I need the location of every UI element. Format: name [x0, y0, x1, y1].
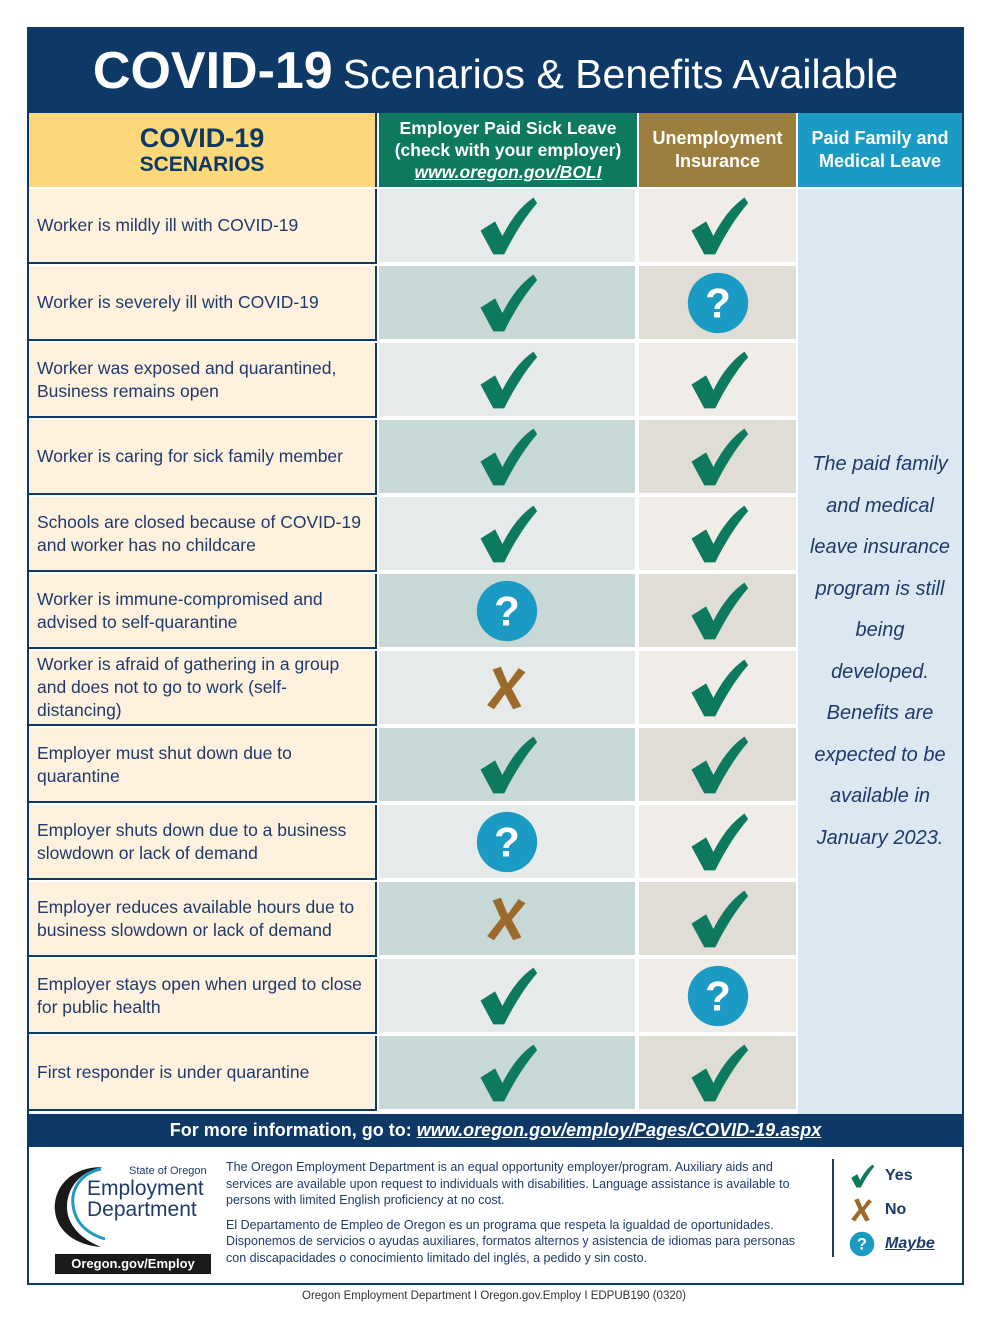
title-covid: COVID-19 — [92, 42, 333, 100]
check-icon — [475, 271, 539, 335]
legend-maybe-label: Maybe — [885, 1235, 935, 1252]
eeo-spanish: El Departamento de Empleo de Oregon es un programa que respeta la igualdad de oportunidades. Disponemos de servicios o ayudas auxiliares, formatos alternos y asistencia de idiomas para personas con discapacidades o conocimiento limitado del inglés, a pedido y sin costo. — [226, 1217, 796, 1265]
x-icon — [483, 656, 531, 720]
question-icon — [475, 810, 539, 874]
logo-employment-text: Employment — [87, 1177, 204, 1200]
table-row — [29, 497, 798, 572]
scenario-cell — [29, 1036, 377, 1111]
header-scenarios-line1: COVID-19 — [139, 123, 265, 153]
check-icon — [686, 733, 750, 797]
legend-maybe — [849, 1227, 935, 1261]
scenario-cell — [29, 266, 377, 341]
check-icon — [686, 502, 750, 566]
legend-divider — [832, 1159, 834, 1257]
check-icon — [475, 964, 539, 1028]
unemployment-cell — [639, 728, 798, 803]
poster — [27, 27, 964, 1285]
table-row — [29, 651, 798, 726]
question-icon — [475, 579, 539, 643]
svg-text:?: ? — [704, 279, 731, 327]
scenario-cell — [29, 805, 377, 880]
header-scenarios — [29, 113, 377, 187]
check-icon — [475, 1041, 539, 1105]
check-icon — [686, 887, 750, 951]
check-icon — [475, 502, 539, 566]
check-icon — [475, 425, 539, 489]
check-icon — [475, 194, 539, 258]
unemployment-cell — [639, 574, 798, 649]
logo-state-text: State of Oregon — [129, 1165, 207, 1177]
legend-yes — [849, 1159, 935, 1193]
table-row — [29, 882, 798, 957]
sick-leave-cell — [379, 343, 637, 418]
check-icon — [686, 425, 750, 489]
table-row — [29, 574, 798, 649]
svg-text:?: ? — [704, 972, 731, 1020]
question-icon — [686, 271, 750, 335]
header-pfml-line2: Medical Leave — [818, 151, 942, 171]
sick-leave-cell — [379, 266, 637, 341]
scenario-cell — [29, 343, 377, 418]
scenario-text: Worker is afraid of gathering in a group and does not to go to work (self-distancing) — [37, 654, 340, 720]
check-icon — [475, 348, 539, 412]
table-row — [29, 805, 798, 880]
logo-url-link[interactable]: Oregon.gov/Employ — [55, 1254, 211, 1274]
sick-leave-cell — [379, 959, 637, 1034]
sick-leave-cell — [379, 420, 637, 495]
legend-no-label: No — [885, 1201, 907, 1218]
svg-text:?: ? — [494, 587, 520, 635]
unemployment-cell — [639, 266, 798, 341]
header-ui-line2: Insurance — [674, 151, 761, 171]
table-row — [29, 266, 798, 341]
unemployment-cell — [639, 420, 798, 495]
pfml-note: The paid family and medical leave insurance program is still being developed. Benefits are expected to be available in January 2023. — [809, 453, 951, 849]
header-sick-line1: Employer Paid Sick Leave — [399, 118, 617, 138]
scenario-text: First responder is under quarantine — [37, 1062, 310, 1082]
scenario-text: Worker is caring for sick family member — [37, 446, 343, 466]
sick-leave-cell — [379, 189, 637, 264]
scenario-text: Employer stays open when urged to close for public health — [37, 973, 362, 1017]
scenario-text: Worker is mildly ill with COVID-19 — [37, 215, 299, 235]
check-icon — [686, 810, 750, 874]
scenario-cell — [29, 651, 377, 726]
check-icon — [686, 194, 750, 258]
scenario-text: Employer shuts down due to a business slowdown or lack of demand — [37, 819, 347, 863]
legend — [849, 1159, 935, 1261]
scenario-cell — [29, 882, 377, 957]
info-url-link[interactable]: www.oregon.gov/employ/Pages/COVID-19.aspx — [416, 1120, 822, 1140]
unemployment-cell — [639, 497, 798, 572]
check-icon — [849, 1163, 875, 1189]
sick-leave-cell — [379, 497, 637, 572]
scenario-cell — [29, 497, 377, 572]
table-row — [29, 343, 798, 418]
check-icon — [686, 656, 750, 720]
header-sick-leave — [379, 113, 637, 187]
scenario-text: Employer must shut down due to quarantine — [37, 742, 292, 786]
header-unemployment — [639, 113, 796, 187]
x-icon — [483, 887, 531, 951]
check-icon — [686, 579, 750, 643]
unemployment-cell — [639, 805, 798, 880]
sick-leave-cell — [379, 574, 637, 649]
sick-leave-cell — [379, 728, 637, 803]
check-icon — [686, 1041, 750, 1105]
svg-text:?: ? — [857, 1235, 867, 1254]
unemployment-cell — [639, 1036, 798, 1111]
header-sick-line2: (check with your employer) — [394, 140, 622, 160]
scenario-cell — [29, 189, 377, 264]
scenario-text: Schools are closed because of COVID-19 and worker has no childcare — [37, 511, 361, 555]
title-rest: Scenarios & Benefits Available — [342, 51, 899, 97]
legend-no — [849, 1193, 935, 1227]
unemployment-cell — [639, 651, 798, 726]
page-title — [29, 29, 962, 113]
check-icon — [475, 733, 539, 797]
unemployment-cell — [639, 189, 798, 264]
sick-leave-cell — [379, 882, 637, 957]
eeo-statement — [226, 1159, 816, 1266]
scenario-cell — [29, 728, 377, 803]
unemployment-cell — [639, 343, 798, 418]
boli-link[interactable]: www.oregon.gov/BOLI — [414, 162, 602, 182]
table-row — [29, 420, 798, 495]
scenario-text: Worker is immune-compromised and advised to self-quarantine — [37, 588, 323, 632]
question-icon — [686, 964, 750, 1028]
header-pfml — [798, 113, 962, 187]
unemployment-cell — [639, 959, 798, 1034]
scenario-text: Worker was exposed and quarantined, Business remains open — [37, 357, 337, 401]
publication-info: Oregon Employment Department I Oregon.gov.Employ I EDPUB190 (0320) — [302, 1290, 686, 1302]
x-icon — [849, 1197, 875, 1223]
header-scenarios-line2: SCENARIOS — [139, 153, 265, 176]
legend-yes-label: Yes — [885, 1167, 913, 1184]
header-ui-line1: Unemployment — [652, 128, 783, 148]
header-pfml-line1: Paid Family and — [811, 128, 949, 148]
sick-leave-cell — [379, 805, 637, 880]
eeo-english: The Oregon Employment Department is an equal opportunity employer/program. Auxiliary aids and services are available upon request to individuals with disabilities. Language assistance is available to persons with limited English proficiency at no cost. — [226, 1160, 790, 1207]
table-row — [29, 959, 798, 1034]
sick-leave-cell — [379, 651, 637, 726]
scenario-cell — [29, 574, 377, 649]
scenario-text: Worker is severely ill with COVID-19 — [37, 292, 319, 312]
footer — [29, 1147, 962, 1283]
scenario-text: Employer reduces available hours due to business slowdown or lack of demand — [37, 896, 355, 940]
table-row — [29, 1036, 798, 1111]
table-row — [29, 189, 798, 264]
logo-department-text: Department — [87, 1198, 197, 1221]
scenario-cell — [29, 420, 377, 495]
employment-department-logo — [51, 1159, 216, 1249]
info-bar — [29, 1114, 962, 1147]
info-prefix: For more information, go to: — [169, 1120, 412, 1140]
question-icon — [849, 1231, 875, 1257]
unemployment-cell — [639, 882, 798, 957]
pfml-column — [798, 189, 962, 1114]
scenario-cell — [29, 959, 377, 1034]
check-icon — [686, 348, 750, 412]
svg-text:?: ? — [494, 818, 520, 866]
table-row — [29, 728, 798, 803]
sick-leave-cell — [379, 1036, 637, 1111]
